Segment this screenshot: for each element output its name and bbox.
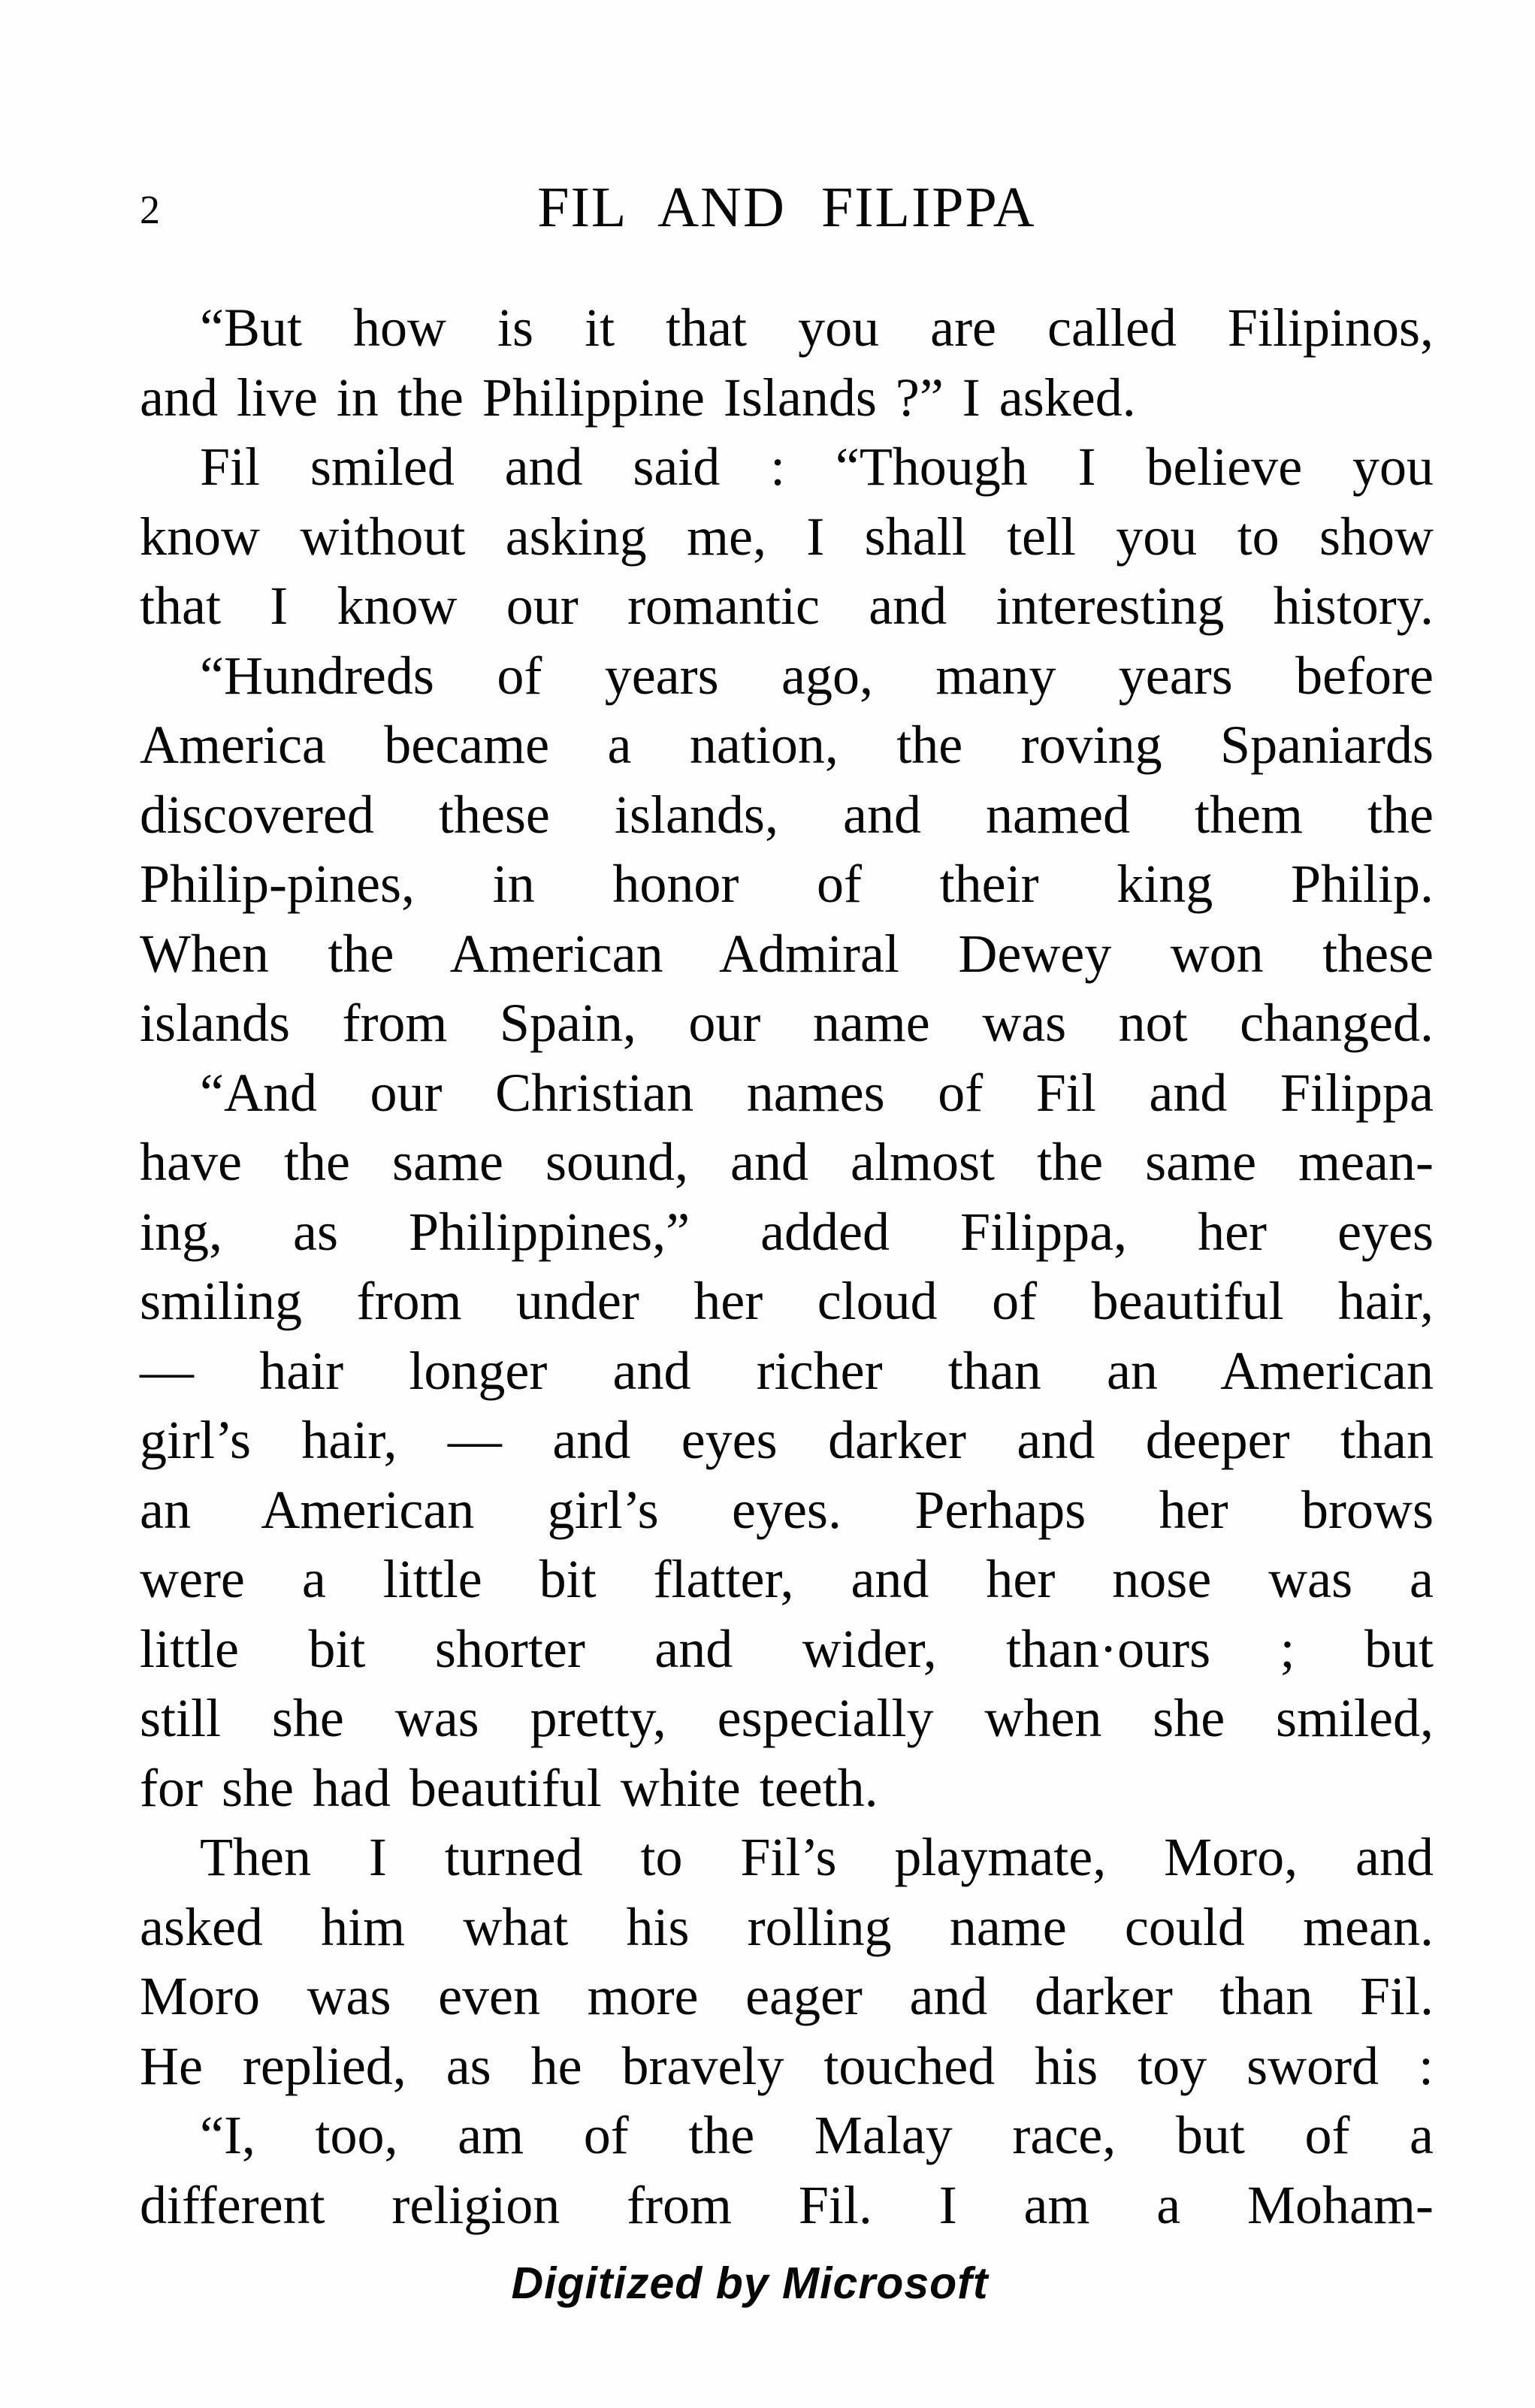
paragraph <box>140 1823 1434 2101</box>
text-line: “I, too, am of the Malay race, but of a <box>200 2105 1434 2165</box>
paragraph <box>140 641 1434 1058</box>
body-text <box>140 293 1434 2240</box>
paragraph <box>140 293 1434 432</box>
text-line: for she had beautiful white teeth. <box>140 1757 878 1818</box>
text-line: still she was pretty, especially when she smiled, <box>140 1688 1434 1748</box>
text-line: He replied, as he bravely touched his toy sword : <box>140 2035 1434 2096</box>
text-line: and live in the Philippine Islands ?” I asked. <box>140 367 1136 428</box>
text-line: different religion from Fil. I am a Moham- <box>140 2174 1434 2235</box>
text-line: Moro was even more eager and darker than Fil. <box>140 1966 1434 2026</box>
paragraph <box>140 2101 1434 2240</box>
text-line: — hair longer and richer than an American <box>140 1340 1434 1401</box>
text-line: America became a nation, the roving Spaniards <box>140 715 1434 775</box>
page-header <box>140 176 1434 247</box>
text-line: asked him what his rolling name could mean. <box>140 1896 1434 1957</box>
paragraph <box>140 432 1434 641</box>
text-line: that I know our romantic and interesting history. <box>140 576 1434 636</box>
text-line: When the American Admiral Dewey won these <box>140 923 1434 984</box>
text-line: discovered these islands, and named them the <box>140 784 1434 845</box>
paragraph <box>140 1058 1434 1823</box>
page-title: FIL AND FILIPPA <box>537 176 1036 239</box>
text-line: know without asking me, I shall tell you to show <box>140 506 1434 567</box>
text-line: Philip-pines, in honor of their king Philip. <box>140 854 1434 914</box>
text-line: little bit shorter and wider, than·ours ; but <box>140 1618 1434 1679</box>
footer-watermark: Digitized by Microsoft <box>511 2258 989 2308</box>
text-line: were a little bit flatter, and her nose was a <box>140 1549 1434 1609</box>
page-number: 2 <box>140 187 160 232</box>
text-line: “And our Christian names of Fil and Filippa <box>200 1062 1434 1123</box>
text-line: Then I turned to Fil’s playmate, Moro, and <box>200 1827 1434 1887</box>
text-line: “Hundreds of years ago, many years before <box>200 645 1434 706</box>
text-line: ing, as Philippines,” added Filippa, her eyes <box>140 1201 1434 1262</box>
text-line: girl’s hair, — and eyes darker and deeper than <box>140 1410 1434 1470</box>
text-line: “But how is it that you are called Filipinos, <box>200 298 1434 358</box>
text-line: an American girl’s eyes. Perhaps her brows <box>140 1479 1434 1540</box>
text-line: Fil smiled and said : “Though I believe you <box>200 437 1434 497</box>
text-line: islands from Spain, our name was not changed. <box>140 993 1434 1053</box>
text-line: smiling from under her cloud of beautiful hair, <box>140 1271 1434 1331</box>
text-line: have the same sound, and almost the same mean- <box>140 1132 1434 1192</box>
